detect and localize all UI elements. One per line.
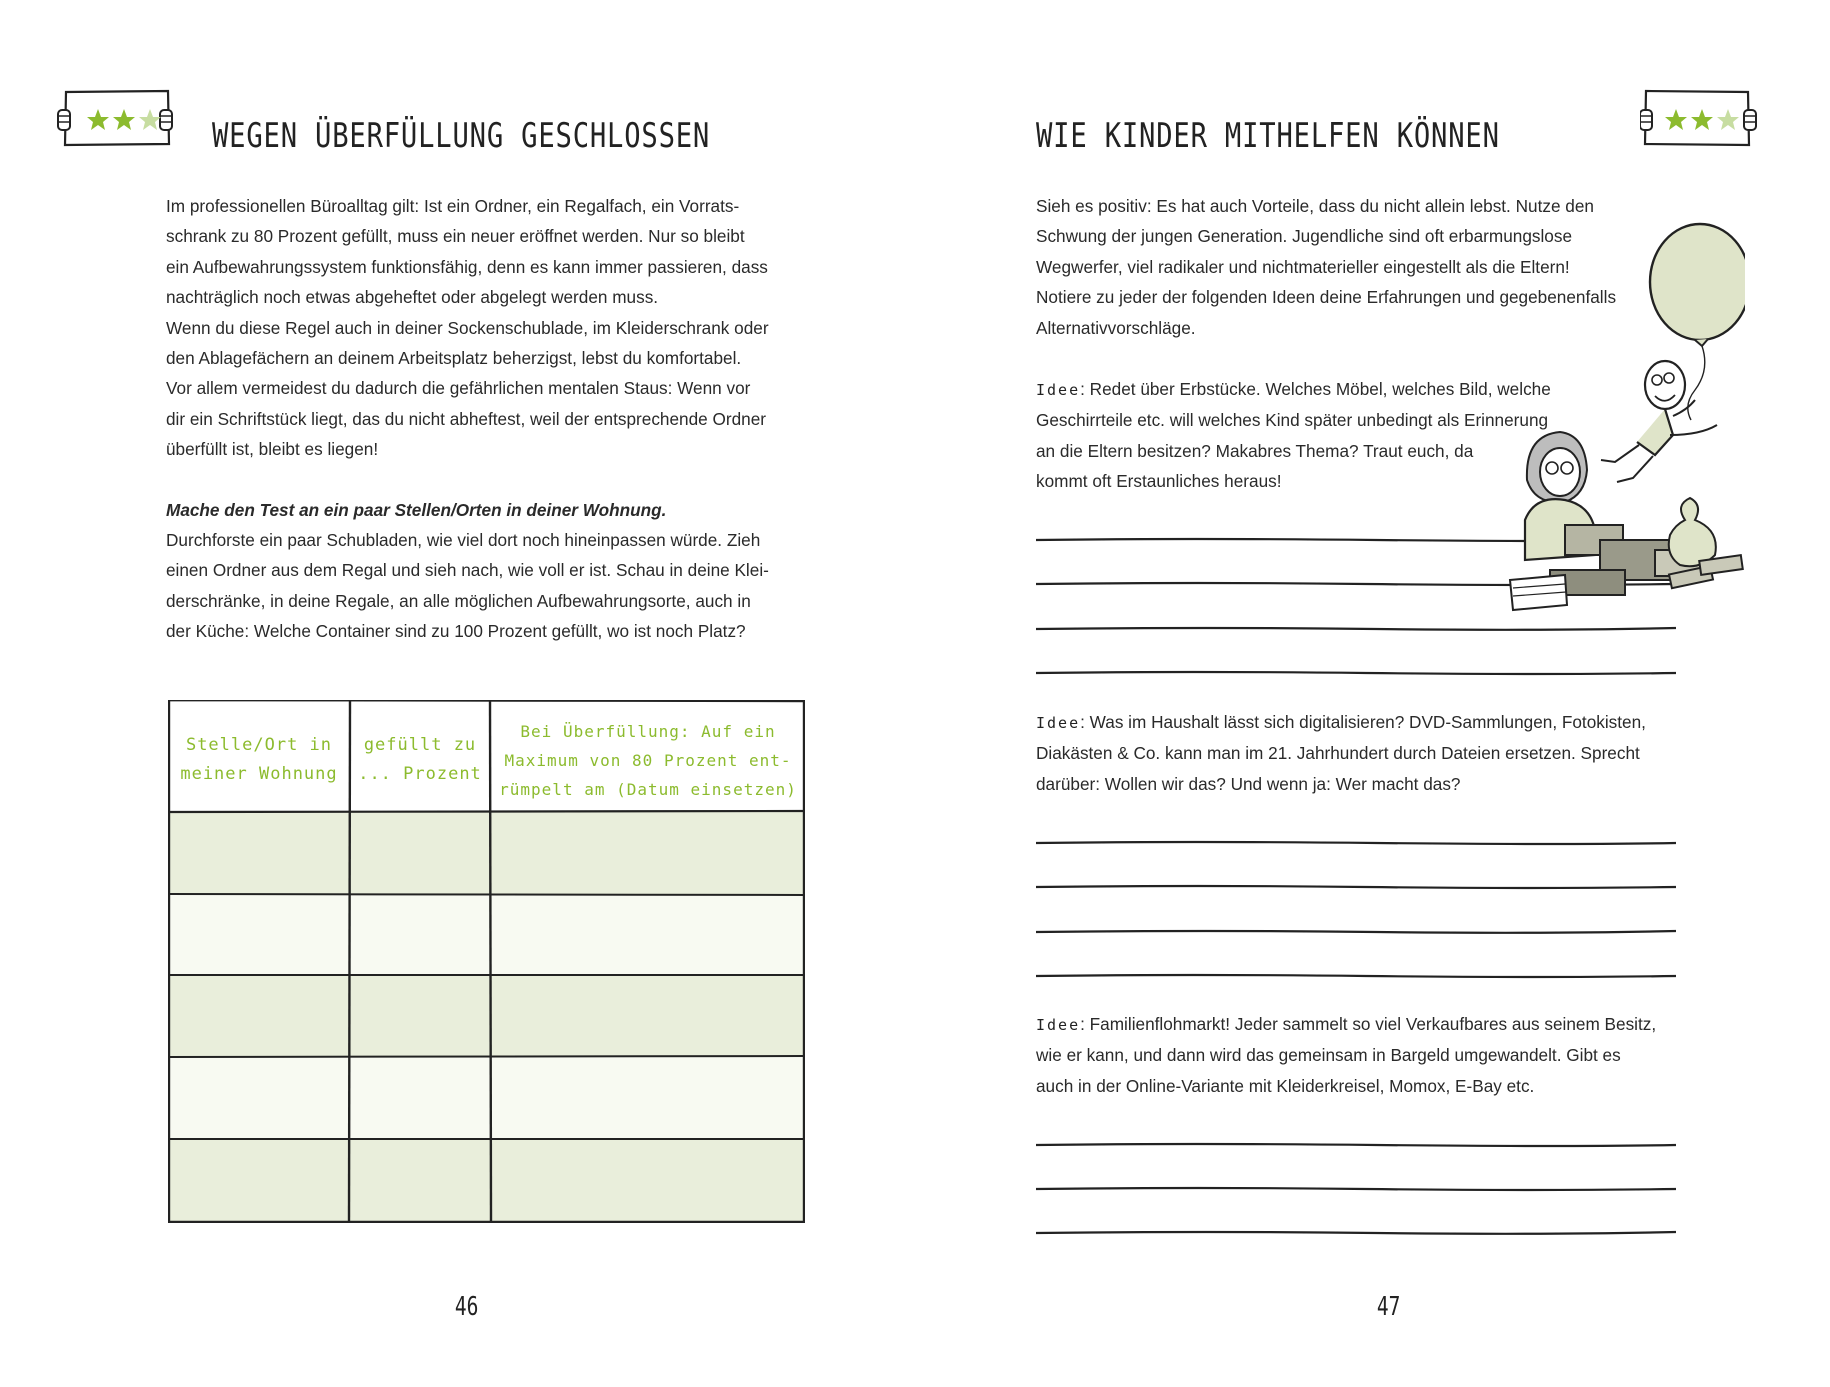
idea-label: Idee bbox=[1036, 714, 1081, 732]
page-number: 47 bbox=[1376, 1292, 1401, 1322]
page-number: 46 bbox=[454, 1292, 479, 1322]
text-line: : Redet über Erbstücke. Welches Möbel, welches Bild, welche bbox=[1080, 379, 1551, 399]
text-line: Diakästen & Co. kann man im 21. Jahrhundert durch Dateien ersetzen. Sprecht bbox=[1036, 743, 1640, 764]
text-line: Wenn du diese Regel auch in deiner Sockenschublade, im Kleiderschrank oder bbox=[166, 317, 769, 338]
page-title: WIE KINDER MITHELFEN KÖNNEN bbox=[1036, 116, 1500, 156]
idea-block bbox=[1036, 1009, 1696, 1101]
overfill-table bbox=[168, 700, 805, 1223]
text-line: : Familienflohmarkt! Jeder sammelt so viel Verkaufbares aus seinem Besitz, bbox=[1080, 1014, 1657, 1034]
text-line: an die Eltern besitzen? Makabres Thema? Traut euch, da bbox=[1036, 440, 1474, 461]
header-line: meiner Wohnung bbox=[180, 764, 338, 784]
table-row[interactable] bbox=[168, 1057, 805, 1139]
answer-lines[interactable] bbox=[1036, 833, 1676, 983]
rating-stars-icon bbox=[1640, 88, 1758, 148]
text-line: Durchforste ein paar Schubladen, wie viel dort noch hineinpassen würde. Zieh bbox=[166, 530, 761, 551]
table-header-location bbox=[170, 708, 348, 812]
text-line: Alternativvorschläge. bbox=[1036, 317, 1196, 338]
idea-label: Idee bbox=[1036, 1016, 1081, 1034]
text-line: Sieh es positiv: Es hat auch Vorteile, dass du nicht allein lebst. Nutze den bbox=[1036, 196, 1594, 216]
text-line: wie er kann, und dann wird das gemeinsam in Bargeld umgewandelt. Gibt es bbox=[1036, 1045, 1621, 1066]
task-heading: Mache den Test an ein paar Stellen/Orten in deiner Wohnung. bbox=[166, 499, 667, 520]
rating-badge bbox=[56, 88, 174, 148]
idea-label: Idee bbox=[1036, 381, 1081, 399]
text-line: schrank zu 80 Prozent gefüllt, muss ein neuer eröffnet werden. Nur so bleibt bbox=[166, 226, 745, 247]
text-line: der Küche: Welche Container sind zu 100 Prozent gefüllt, wo ist noch Platz? bbox=[166, 621, 746, 642]
text-line: überfüllt ist, bleibt es liegen! bbox=[166, 439, 379, 460]
table-row[interactable] bbox=[168, 894, 805, 975]
text-line: Notiere zu jeder der folgenden Ideen deine Erfahrungen und gegebenenfalls bbox=[1036, 287, 1617, 308]
balloon-and-sorting-illustration bbox=[1505, 220, 1745, 630]
idea-block bbox=[1036, 707, 1696, 799]
header-line: Stelle/Ort in bbox=[185, 735, 333, 755]
header-line: Maximum von 80 Prozent ent- bbox=[504, 750, 792, 770]
text-line: Geschirrteile etc. will welches Kind später unbedingt als Erinnerung bbox=[1036, 410, 1549, 431]
text-line: Wegwerfer, viel radikaler und nichtmaterieller eingestellt als die Eltern! bbox=[1036, 256, 1570, 277]
text-line: Im professionellen Büroalltag gilt: Ist ein Ordner, ein Regalfach, ein Vorrats- bbox=[166, 196, 740, 216]
table-row[interactable] bbox=[168, 812, 805, 894]
text-line: darüber: Wollen wir das? Und wenn ja: Wer macht das? bbox=[1036, 773, 1461, 794]
text-line: derschränke, in deine Regale, an alle möglichen Aufbewahrungsorte, auch in bbox=[166, 590, 751, 611]
table-row[interactable] bbox=[168, 975, 805, 1057]
text-line: Vor allem vermeidest du dadurch die gefährlichen mentalen Staus: Wenn vor bbox=[166, 378, 751, 399]
table-row[interactable] bbox=[168, 1139, 805, 1221]
answer-lines[interactable] bbox=[1036, 1135, 1676, 1245]
text-line: kommt oft Erstaunliches heraus! bbox=[1036, 471, 1282, 492]
header-line: ... Prozent bbox=[358, 764, 482, 784]
text-line: den Ablagefächern an deinem Arbeitsplatz beherzigst, lebst du komfortabel. bbox=[166, 348, 742, 369]
text-line: einen Ordner aus dem Regal und sieh nach, wie voll er ist. Schau in deine Klei- bbox=[166, 560, 769, 581]
intro-text bbox=[166, 191, 816, 647]
text-line: Schwung der jungen Generation. Jugendliche sind oft erbarmungslose bbox=[1036, 226, 1573, 247]
rating-stars-icon bbox=[56, 88, 174, 148]
text-line: : Was im Haushalt lässt sich digitalisieren? DVD-Sammlungen, Fotokisten, bbox=[1080, 712, 1646, 732]
page-title: WEGEN ÜBERFÜLLUNG GESCHLOSSEN bbox=[212, 116, 711, 156]
table-header-date bbox=[493, 708, 803, 812]
text-line: nachträglich noch etwas abgeheftet oder abgelegt werden muss. bbox=[166, 287, 659, 308]
text-line: ein Aufbewahrungssystem funktionsfähig, denn es kann immer passieren, dass bbox=[166, 256, 768, 277]
table-header-percent bbox=[352, 708, 488, 812]
header-line: gefüllt zu bbox=[363, 735, 477, 755]
header-line: rümpelt am (Datum einsetzen) bbox=[499, 779, 797, 799]
text-line: auch in der Online-Variante mit Kleiderkreisel, Momox, E-Bay etc. bbox=[1036, 1075, 1535, 1096]
rating-badge bbox=[1640, 88, 1758, 148]
right-page bbox=[915, 0, 1830, 1387]
text-line: dir ein Schriftstück liegt, das du nicht abheftest, weil der entsprechende Ordner bbox=[166, 408, 766, 429]
header-line: Bei Überfüllung: Auf ein bbox=[520, 721, 776, 741]
